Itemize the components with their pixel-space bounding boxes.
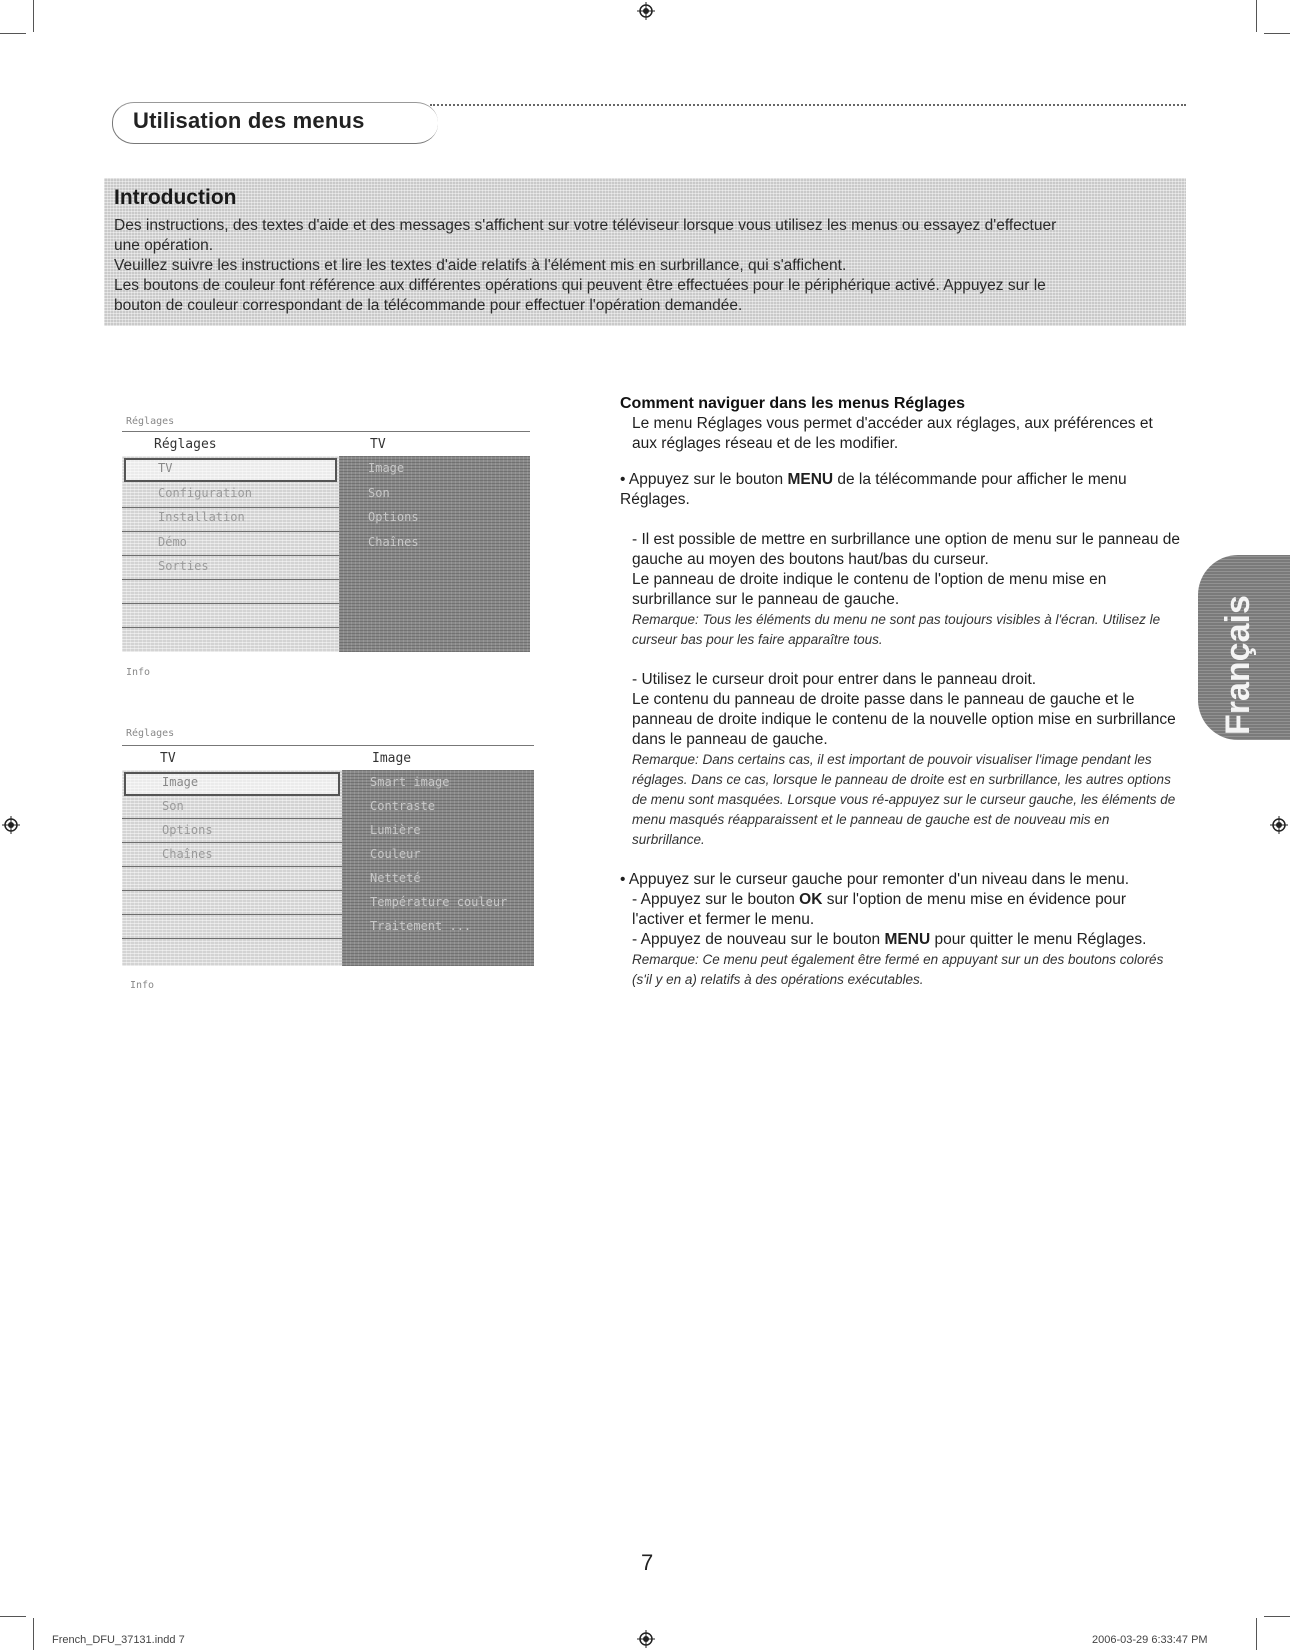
crop-mark [0, 33, 26, 34]
menu-left-item[interactable]: TV [158, 461, 173, 475]
menu-row-divider [122, 555, 339, 556]
registration-mark-icon [2, 816, 20, 834]
menu-info: Info [130, 980, 155, 991]
intro-paragraph: une opération. [114, 237, 214, 254]
registration-mark-icon [637, 1630, 655, 1648]
text: sur l'option de menu mise en évidence pour l'activer et fermer le menu. [632, 891, 1127, 928]
menu-row-divider [122, 818, 342, 819]
menu-right-item[interactable]: Options [368, 510, 419, 524]
crop-mark [1256, 1618, 1257, 1650]
paragraph [620, 930, 1180, 950]
menu-left-item[interactable]: Son [162, 799, 184, 813]
menu-row-divider [122, 507, 339, 508]
menu-key: MENU [787, 471, 834, 488]
intro-box [104, 178, 1186, 326]
menu-rule [122, 431, 530, 432]
menu-left-item[interactable]: Installation [158, 510, 245, 524]
menu-breadcrumb: Réglages [126, 416, 175, 427]
menu-right-item[interactable]: Chaînes [368, 535, 419, 549]
menu-left-item[interactable]: Sorties [158, 559, 209, 573]
menu-left-item[interactable]: Démo [158, 535, 187, 549]
menu-breadcrumb: Réglages [126, 728, 175, 739]
paragraph: Le contenu du panneau de droite passe dans le panneau de gauche et le panneau de droite indique le contenu de la nouvelle option mise en surbrillance dans le panneau de gauche. [632, 691, 1176, 748]
menu-right-item[interactable]: Traitement ... [370, 919, 472, 933]
menu-rule [122, 745, 534, 746]
crop-mark [1264, 1616, 1290, 1617]
menu-right-header: TV [370, 437, 386, 452]
intro-paragraph: Des instructions, des textes d'aide et des messages s'affichent sur votre téléviseur lorsque vous utilisez les menus ou essayez d'effectuer [114, 217, 1057, 234]
crop-mark [1264, 33, 1290, 34]
page-title: Utilisation des menus [133, 108, 365, 133]
crop-mark [33, 0, 34, 32]
intro-paragraph: bouton de couleur correspondant de la télécommande pour effectuer l'opération demandée. [114, 297, 743, 314]
menu-right-header: Image [372, 751, 412, 766]
intro-title: Introduction [114, 186, 237, 209]
paragraph: - Il est possible de mettre en surbrillance une option de menu sur le panneau de gauche au moyen des boutons haut/bas du curseur. [632, 531, 1181, 568]
text: de la télécommande pour afficher le menu Réglages. [620, 471, 1127, 508]
note: Remarque: Dans certains cas, il est important de pouvoir visualiser l'image pendant les réglages. Dans ce cas, lorsque le panneau de droite est en surbrillance, les autres options de menu sont masquées. Lorsque vous ré-appuyez sur le curseur gauche, les éléments de menu masqués réapparaissent et le panneau de gauche est de nouveau mis en surbrillance. [632, 752, 1176, 847]
crop-mark [33, 1618, 34, 1650]
menu-right-item[interactable]: Couleur [370, 847, 421, 861]
ok-key: OK [799, 891, 823, 908]
menu-left-header: TV [160, 751, 176, 766]
paragraph: Le menu Réglages vous permet d'accéder aux réglages, aux préférences et aux réglages réseau et de les modifier. [632, 415, 1153, 452]
footer-file: French_DFU_37131.indd 7 [52, 1634, 185, 1646]
menu-right-item[interactable]: Smart image [370, 775, 450, 789]
menu-left-item[interactable]: Chaînes [162, 847, 213, 861]
paragraph: - Utilisez le curseur droit pour entrer dans le panneau droit. [632, 671, 1037, 688]
menu-selected-row[interactable] [124, 772, 340, 796]
text: • Appuyez sur le bouton [620, 471, 788, 488]
menu-row-divider [122, 890, 342, 891]
text: pour quitter le menu Réglages. [930, 931, 1147, 948]
menu-right-item[interactable]: Son [368, 486, 390, 500]
menu-left-item[interactable]: Options [162, 823, 213, 837]
instructions-column [620, 394, 1180, 990]
intro-paragraph: Les boutons de couleur font référence aux différentes opérations qui peuvent être effectuées pour le périphérique activé. Appuyez sur le [114, 277, 1046, 294]
menu-right-item[interactable]: Image [368, 461, 405, 475]
menu-selected-row[interactable] [124, 458, 337, 482]
menu-left-panel [122, 770, 342, 966]
crop-mark [1256, 0, 1257, 32]
registration-mark-icon [1270, 816, 1288, 834]
menu-right-item[interactable]: Lumière [370, 823, 421, 837]
bullet-item: • Appuyez sur le curseur gauche pour remonter d'un niveau dans le menu. [620, 871, 1129, 888]
crop-mark [0, 1616, 26, 1617]
registration-mark-icon [637, 2, 655, 20]
menu-info: Info [126, 667, 151, 678]
menu-row-divider [122, 603, 339, 604]
note: Remarque: Ce menu peut également être fermé en appuyant sur un des boutons colorés (s'il y en a) relatifs à des opérations exécutables. [632, 952, 1164, 987]
menu-row-divider [122, 627, 339, 628]
header-rule [430, 104, 1186, 106]
menu-row-divider [122, 866, 342, 867]
bullet-item [620, 470, 1180, 510]
menu-left-item[interactable]: Image [162, 775, 199, 789]
footer-timestamp: 2006-03-29 6:33:47 PM [1092, 1634, 1208, 1646]
paragraph [620, 890, 1180, 930]
menu-row-divider [122, 531, 339, 532]
menu-left-item[interactable]: Configuration [158, 486, 252, 500]
menu-row-divider [122, 579, 339, 580]
menu-left-header: Réglages [154, 437, 217, 452]
note: Remarque: Tous les éléments du menu ne sont pas toujours visibles à l'écran. Utilisez le curseur bas pour les faire apparaître tous. [632, 612, 1161, 647]
language-tab-label: Français [1219, 595, 1257, 735]
menu-row-divider [122, 914, 342, 915]
paragraph: Le panneau de droite indique le contenu de l'option de menu mise en surbrillance sur le panneau de gauche. [632, 571, 1107, 608]
menu-key: MENU [884, 931, 931, 948]
menu-row-divider [122, 842, 342, 843]
menu-right-item[interactable]: Contraste [370, 799, 436, 813]
menu-right-item[interactable]: Netteté [370, 871, 421, 885]
text: - Appuyez sur le bouton [632, 891, 800, 908]
text: - Appuyez de nouveau sur le bouton [632, 931, 885, 948]
section-heading: Comment naviguer dans les menus Réglages [620, 395, 965, 412]
menu-row-divider [122, 938, 342, 939]
page-number: 7 [641, 1550, 654, 1575]
intro-paragraph: Veuillez suivre les instructions et lire les textes d'aide relatifs à l'élément mis en surbrillance, qui s'affichent. [114, 257, 847, 274]
menu-right-item[interactable]: Température couleur [370, 895, 508, 909]
